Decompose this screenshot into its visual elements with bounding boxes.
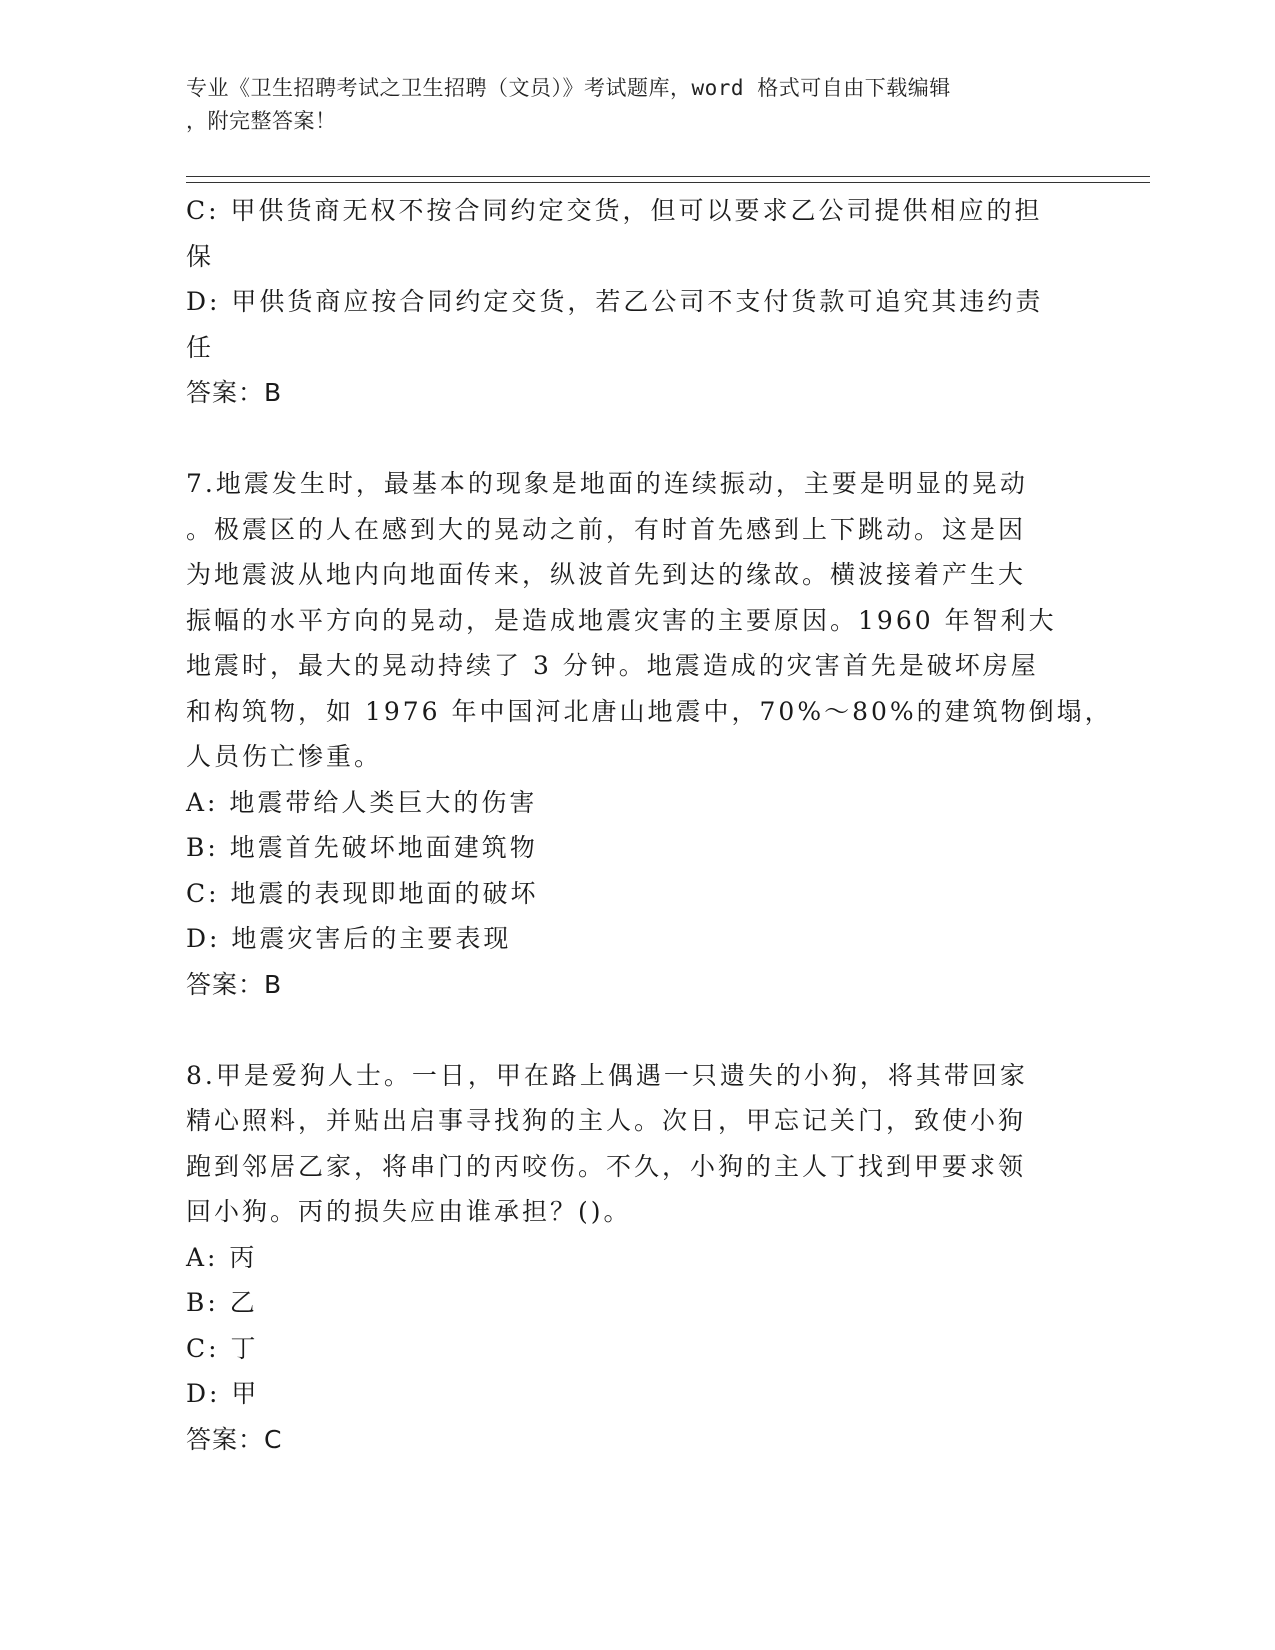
answer-line: 答案：C (186, 1424, 283, 1454)
question-8 (186, 1053, 1066, 1463)
document-header (186, 72, 1066, 138)
question-stem-line: 振幅的水平方向的晃动，是造成地震灾害的主要原因。1960 年智利大 (186, 605, 1057, 635)
question-stem-line: 为地震波从地内向地面传来，纵波首先到达的缘故。横波接着产生大 (186, 560, 1027, 589)
option-c: C: 丁 (186, 1333, 259, 1363)
spacer (186, 416, 1066, 462)
header-rule-top (186, 176, 1150, 177)
header-line-1: 专业《卫生招聘考试之卫生招聘（文员）》考试题库，word 格式可自由下载编辑 (186, 76, 951, 100)
prev-question (186, 188, 1066, 416)
option-c-line-2: 保 (186, 241, 215, 271)
option-a: A: 地震带给人类巨大的伤害 (186, 787, 538, 817)
option-d: D: 地震灾害后的主要表现 (186, 924, 512, 953)
answer-line: 答案：B (186, 378, 283, 407)
question-stem-line: 地震时，最大的晃动持续了 3 分钟。地震造成的灾害首先是破坏房屋 (186, 651, 1039, 680)
option-c: C: 地震的表现即地面的破坏 (186, 878, 539, 908)
question-7 (186, 461, 1113, 1007)
option-b: B: 乙 (186, 1288, 258, 1317)
question-stem-line: 精心照料，并贴出启事寻找狗的主人。次日，甲忘记关门，致使小狗 (186, 1106, 1027, 1135)
option-b: B: 地震首先破坏地面建筑物 (186, 833, 538, 862)
question-stem-line: 和构筑物，如 1976 年中国河北唐山地震中，70%～80%的建筑物倒塌， (186, 696, 1113, 726)
option-d-line-1: D: 甲供货商应按合同约定交货，若乙公司不支付货款可追究其违约责 (186, 287, 1044, 316)
document-body (186, 188, 1113, 1462)
question-stem-line: 7.地震发生时，最基本的现象是地面的连续振动，主要是明显的晃动 (186, 469, 1028, 498)
question-stem-line: 回小狗。丙的损失应由谁承担？()。 (186, 1197, 632, 1226)
option-d-line-2: 任 (186, 332, 215, 362)
question-stem-line: 。极震区的人在感到大的晃动之前，有时首先感到上下跳动。这是因 (186, 514, 1027, 544)
question-stem-line: 8.甲是爱狗人士。一日，甲在路上偶遇一只遗失的小狗，将其带回家 (186, 1060, 1028, 1090)
answer-line: 答案：B (186, 969, 283, 999)
header-line-2: ，附完整答案！ (186, 109, 337, 133)
header-rule-bottom (186, 182, 1150, 183)
spacer (186, 1007, 1066, 1053)
question-stem-line: 人员伤亡惨重。 (186, 742, 383, 771)
option-a: A: 丙 (186, 1242, 258, 1272)
option-c-line-1: C: 甲供货商无权不按合同约定交货，但可以要求乙公司提供相应的担 (186, 196, 1043, 225)
option-d: D: 甲 (186, 1379, 260, 1408)
question-stem-line: 跑到邻居乙家，将串门的丙咬伤。不久，小狗的主人丁找到甲要求领 (186, 1151, 1027, 1181)
